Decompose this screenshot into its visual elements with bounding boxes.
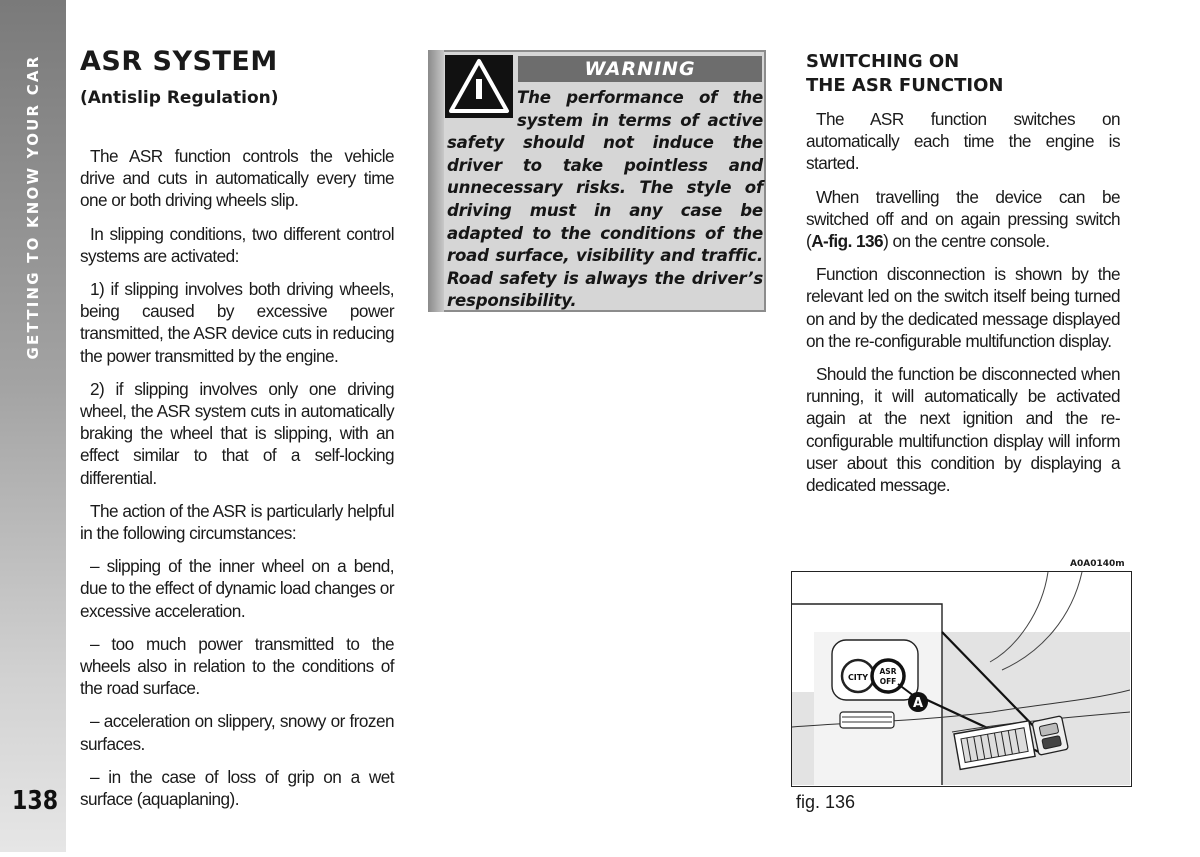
figure-code: A0A0140m [1070,559,1125,569]
list-item: – acceleration on slippery, snowy or frozen surfaces. [80,711,394,754]
warning-heading: WARNING [518,56,762,82]
chapter-side-title: GETTING TO KNOW YOUR CAR [24,54,42,360]
list-item: – in the case of loss of grip on a wet surface (aquaplaning). [80,766,394,810]
city-button-label: CITY [847,673,869,682]
figure-illustration [791,571,1132,787]
switching-title: SWITCHING ON THE ASR FUNCTION [806,51,1004,96]
paragraph: The ASR function switches on automatically each time the engine is started. [806,109,1120,174]
figure-caption: fig. 136 [796,792,856,812]
paragraph: 1) if slipping involves both driving wheels, being caused by excessive power transmitted, the ASR device cuts in reducing the power transmitted by the engine. [80,279,394,366]
figure-reference: A-fig. 136 [811,231,884,252]
warning-box-shadow [428,50,444,312]
page-number: 138 [12,786,59,816]
paragraph: The ASR function controls the vehicle drive and cuts in automatically every time one or both driving wheels slip. [80,146,394,211]
section-subtitle: (Antislip Regulation) [80,88,279,108]
paragraph: Should the function be disconnected when running, it will automatically be activated again at the next ignition and the re-configurable multifunction display will inform user about this condition by displaying a dedicated message. [806,364,1120,496]
list-item: – too much power transmitted to the wheels also in relation to the conditions of the road surface. [80,633,394,699]
warning-text: The performance of the system in terms of active safety should not induce the driver to take pointless and unnecessary risks. The style of driving must in any case be adapted to the conditions of the road surface, visibility and traffic. Road safety is always the driver’s responsibility. [447,88,763,311]
paragraph: The action of the ASR is particularly helpful in the following circumstances: [80,500,394,544]
asr-body-text [80,145,394,821]
list-item: – slipping of the inner wheel on a bend, due to the effect of dynamic load changes or excessive acceleration. [80,556,394,621]
paragraph: 2) if slipping involves only one driving wheel, the ASR system cuts in automatically braking the wheel that is slipping, with an effect similar to that of a self-locking differential. [80,378,394,488]
callout-a: A [912,696,924,711]
section-title: ASR SYSTEM [80,46,278,77]
paragraph: Function disconnection is shown by the relevant led on the switch itself being turned on and by the dedicated message displayed on the re-configurable multifunction display. [806,264,1120,351]
asr-off-button-label: ASR [879,667,897,676]
paragraph: In slipping conditions, two different control systems are activated: [80,223,394,266]
switching-body-text [806,108,1120,507]
svg-text:OFF: OFF [879,677,897,686]
paragraph: When travelling the device can be switched off and on again pressing switch (A-fig. 136) on the centre console. [806,186,1120,252]
